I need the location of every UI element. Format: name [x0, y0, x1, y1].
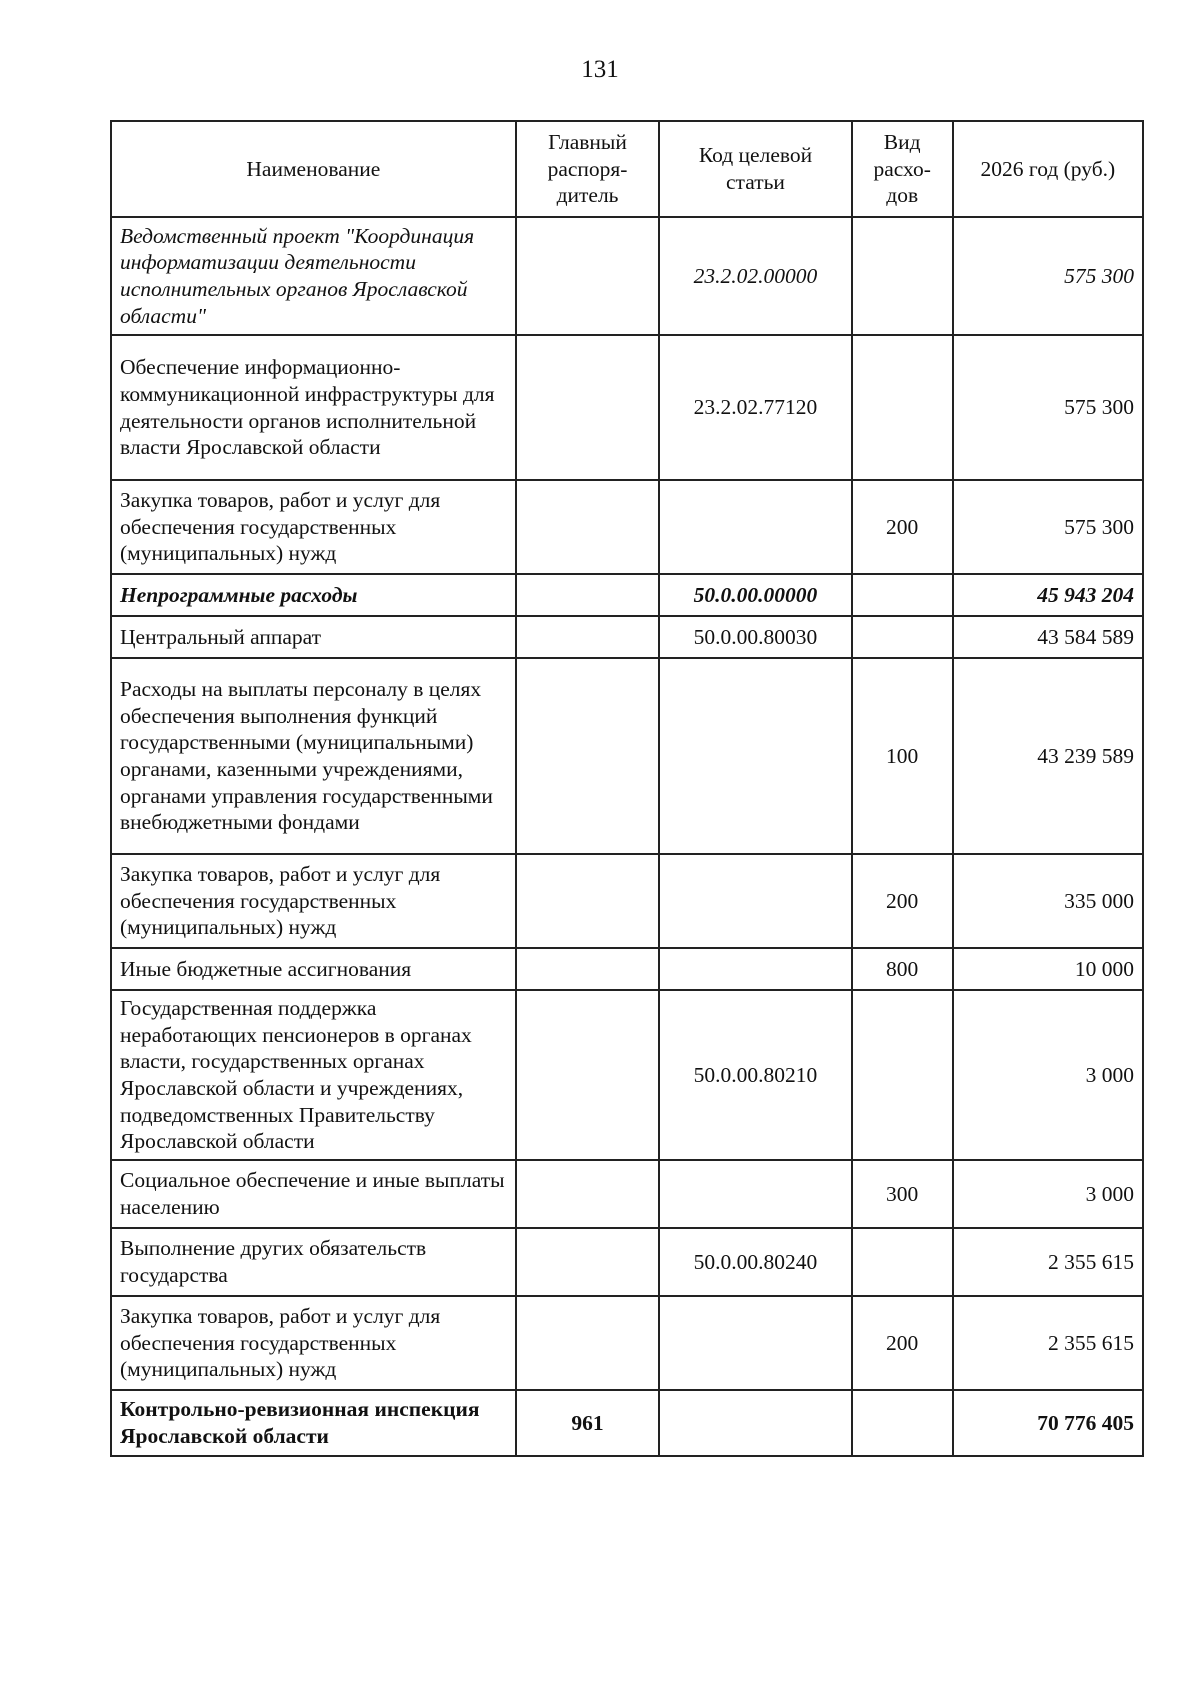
cell-code: [659, 658, 851, 854]
table-row: [111, 658, 1143, 854]
cell-amount: 45 943 204: [953, 574, 1143, 616]
cell-name: Закупка товаров, работ и услуг для обеспечения государственных (муниципальных) нужд: [111, 1296, 516, 1390]
cell-kind: 800: [852, 948, 953, 990]
header-kind: Вид расхо-дов: [852, 121, 953, 217]
cell-kind: [852, 335, 953, 480]
cell-admin: [516, 217, 660, 335]
cell-admin: [516, 335, 660, 480]
header-amount: 2026 год (руб.): [953, 121, 1143, 217]
cell-admin: [516, 616, 660, 658]
table-row: [111, 1228, 1143, 1296]
cell-name: Ведомственный проект "Координация информатизации деятельности исполнительных органов Ярославской области": [111, 217, 516, 335]
cell-admin: [516, 854, 660, 948]
cell-kind: [852, 574, 953, 616]
cell-code: [659, 948, 851, 990]
cell-kind: [852, 217, 953, 335]
cell-name: Государственная поддержка неработающих пенсионеров в органах власти, государственных органах Ярославской области и учреждениях, подведомственных Правительству Ярославской области: [111, 990, 516, 1160]
cell-amount: 335 000: [953, 854, 1143, 948]
budget-table: [110, 120, 1144, 1457]
cell-code: 50.0.00.80030: [659, 616, 851, 658]
cell-admin: [516, 574, 660, 616]
table-row: [111, 1160, 1143, 1228]
cell-amount: 575 300: [953, 335, 1143, 480]
header-admin: Главный распоря-дитель: [516, 121, 660, 217]
table-row: [111, 616, 1143, 658]
cell-name: Закупка товаров, работ и услуг для обеспечения государственных (муниципальных) нужд: [111, 854, 516, 948]
cell-code: [659, 1390, 851, 1456]
cell-amount: 43 584 589: [953, 616, 1143, 658]
cell-kind: 200: [852, 854, 953, 948]
cell-kind: [852, 990, 953, 1160]
cell-amount: 3 000: [953, 990, 1143, 1160]
table-row: [111, 1296, 1143, 1390]
cell-amount: 43 239 589: [953, 658, 1143, 854]
table-row: [111, 990, 1143, 1160]
cell-name: Обеспечение информационно-коммуникационной инфраструктуры для деятельности органов исполнительной власти Ярославской области: [111, 335, 516, 480]
cell-admin: 961: [516, 1390, 660, 1456]
cell-kind: [852, 1390, 953, 1456]
cell-code: 50.0.00.80240: [659, 1228, 851, 1296]
cell-admin: [516, 990, 660, 1160]
cell-kind: 100: [852, 658, 953, 854]
cell-admin: [516, 1228, 660, 1296]
cell-amount: 2 355 615: [953, 1228, 1143, 1296]
cell-admin: [516, 1296, 660, 1390]
table-row: [111, 854, 1143, 948]
cell-name: Закупка товаров, работ и услуг для обеспечения государственных (муниципальных) нужд: [111, 480, 516, 574]
cell-amount: 575 300: [953, 480, 1143, 574]
cell-kind: [852, 616, 953, 658]
cell-kind: 300: [852, 1160, 953, 1228]
cell-kind: 200: [852, 480, 953, 574]
header-name: Наименование: [111, 121, 516, 217]
table-row: [111, 480, 1143, 574]
table-body: [111, 217, 1143, 1456]
cell-name: Выполнение других обязательств государства: [111, 1228, 516, 1296]
table-row: [111, 335, 1143, 480]
cell-code: 50.0.00.80210: [659, 990, 851, 1160]
cell-amount: 2 355 615: [953, 1296, 1143, 1390]
table-row: [111, 1390, 1143, 1456]
cell-code: 23.2.02.00000: [659, 217, 851, 335]
cell-code: [659, 854, 851, 948]
cell-amount: 10 000: [953, 948, 1143, 990]
cell-admin: [516, 948, 660, 990]
page-number: 131: [581, 56, 619, 83]
cell-name: Иные бюджетные ассигнования: [111, 948, 516, 990]
cell-code: 23.2.02.77120: [659, 335, 851, 480]
cell-amount: 70 776 405: [953, 1390, 1143, 1456]
cell-code: [659, 480, 851, 574]
cell-name: Непрограммные расходы: [111, 574, 516, 616]
cell-kind: [852, 1228, 953, 1296]
cell-code: 50.0.00.00000: [659, 574, 851, 616]
cell-admin: [516, 1160, 660, 1228]
cell-amount: 3 000: [953, 1160, 1143, 1228]
table-row: [111, 574, 1143, 616]
table-row: [111, 948, 1143, 990]
cell-code: [659, 1160, 851, 1228]
table-row: [111, 217, 1143, 335]
table-header: [111, 121, 1143, 217]
cell-name: Социальное обеспечение и иные выплаты населению: [111, 1160, 516, 1228]
cell-admin: [516, 480, 660, 574]
header-code: Код целевой статьи: [659, 121, 851, 217]
cell-amount: 575 300: [953, 217, 1143, 335]
cell-kind: 200: [852, 1296, 953, 1390]
cell-name: Центральный аппарат: [111, 616, 516, 658]
cell-name: Расходы на выплаты персоналу в целях обеспечения выполнения функций государственными (муниципальными) органами, казенными учреждениями, органами управления государственными внебюджетными фондами: [111, 658, 516, 854]
cell-admin: [516, 658, 660, 854]
cell-code: [659, 1296, 851, 1390]
cell-name: Контрольно-ревизионная инспекция Ярославской области: [111, 1390, 516, 1456]
